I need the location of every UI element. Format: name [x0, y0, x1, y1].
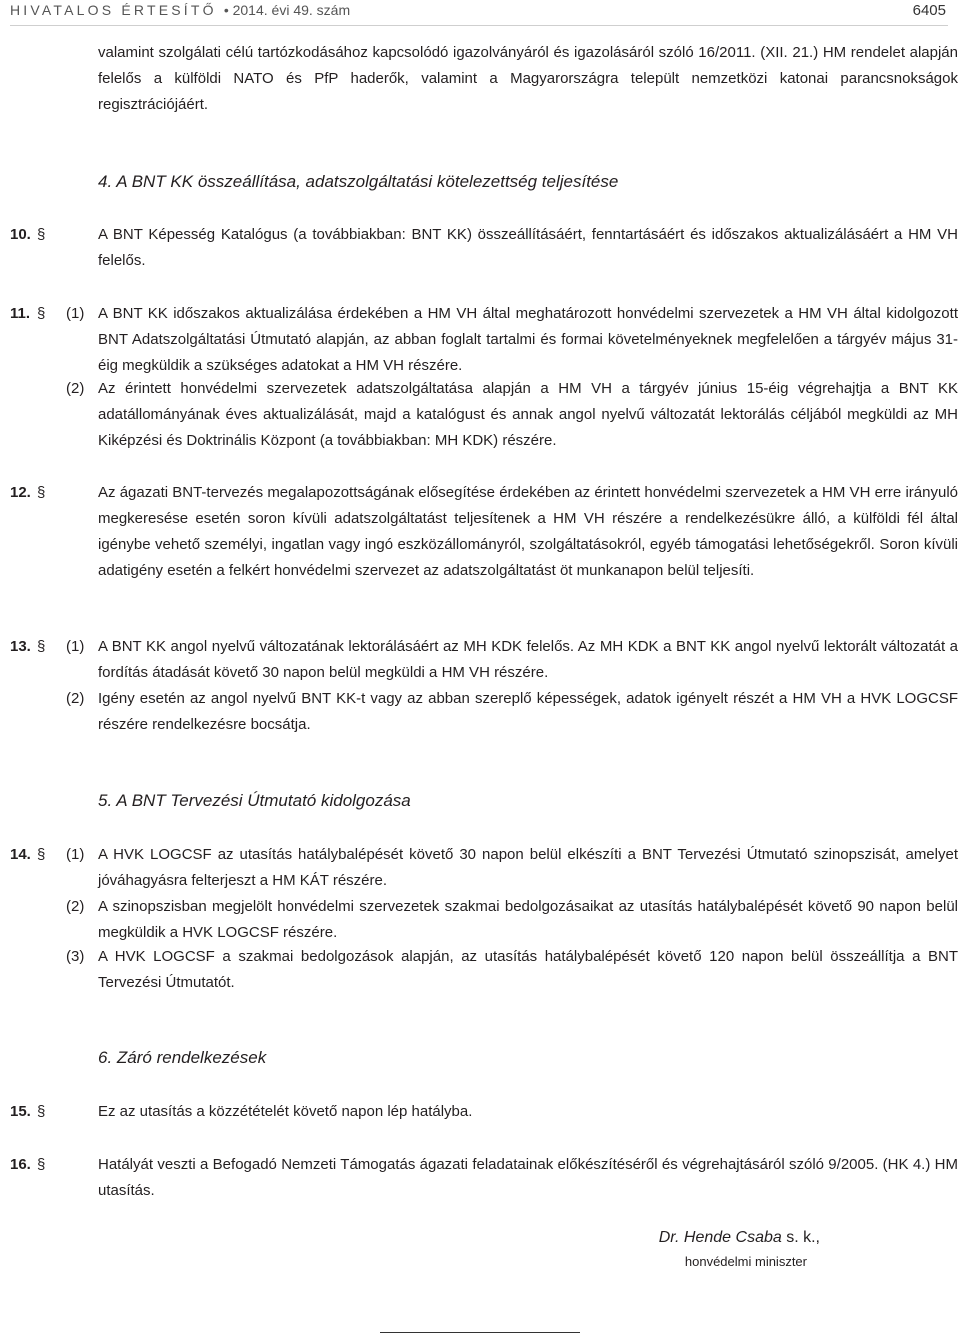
paragraph-12-text: Az ágazati BNT-tervezés megalapozottságának elősegítése érdekében az érintett honvédelmi szervezetek a HM VH erre irányuló megkeresése esetén soron kívüli adatszolgáltatást teljesítenek a HM VH részére a rendelkezésükre álló, a külföldi fél által igénybe vehető személyi, ingatlan vagy ingó eszközállományról, szolgáltatásokról, egyéb támogatási lehetőségekről. Soron kívüli adatigény esetén a felkért honvédelmi szervezet az adatszolgáltatást öt munkanapon belül teljesíti. — [98, 484, 958, 579]
subparagraph-label: (1) — [66, 638, 85, 655]
paragraph-14-3-text: A HVK LOGCSF a szakmai bedolgozások alapján, az utasítás hatálybalépését követő 120 napon belül összeállítja a BNT Tervezési Útmutatót. — [98, 948, 958, 991]
paragraph-12-number: 12. — [10, 484, 31, 501]
signature-role: honvédelmi miniszter — [684, 1254, 807, 1269]
paragraph-15-text: Ez az utasítás a közzétételét követő napon lép hatályba. — [98, 1103, 473, 1120]
section-6-heading: 6. Záró rendelkezések — [98, 1048, 267, 1067]
section-sign: § — [37, 846, 46, 863]
section-sign: § — [37, 226, 46, 243]
subparagraph-label: (3) — [66, 948, 85, 965]
section-4-heading: 4. A BNT KK összeállítása, adatszolgáltatási kötelezettség teljesítése — [98, 172, 619, 191]
section-sign: § — [37, 638, 46, 655]
paragraph-14-2-text: A szinopszisban megjelölt honvédelmi szervezetek szakmai bedolgozásaikat az utasítás hatálybalépését követő 90 napon belül megküldik a HVK LOGCSF részére. — [98, 898, 958, 941]
subparagraph-label: (1) — [66, 846, 85, 863]
subparagraph-label: (2) — [66, 380, 85, 397]
footer-rule — [380, 1332, 580, 1333]
paragraph-13-number: 13. — [10, 638, 31, 655]
paragraph-10-number: 10. — [10, 226, 31, 243]
paragraph-15-number: 15. — [10, 1103, 31, 1120]
paragraph-11-2-text: Az érintett honvédelmi szervezetek adatszolgáltatása alapján a HM VH a tárgyév június 15-éig végrehajtja a BNT KK adatállományának éves aktualizálását, majd a katalógust és annak angol nyelvű változatát lektorálás céljából megküldi az MH Kiképzési és Doktrinális Központ (a továbbiakban: MH KDK) részére. — [98, 380, 958, 449]
paragraph-14-1-text: A HVK LOGCSF az utasítás hatálybalépését követő 30 napon belül elkészíti a BNT Tervezési Útmutató szinopszisát, amelyet jóváhagyásra felterjeszt a HM KÁT részére. — [98, 846, 958, 889]
signature-name: Dr. Hende Csaba s. k., — [658, 1229, 820, 1246]
journal-title: HIVATALOS ÉRTESÍTŐ • 2014. évi 49. szám — [10, 2, 351, 18]
paragraph-10-text: A BNT Képesség Katalógus (a továbbiakban: BNT KK) összeállításáért, fenntartásáért és időszakos aktualizálásáért a HM VH felelős. — [98, 226, 958, 269]
intro-paragraph: valamint szolgálati célú tartózkodásához kapcsolódó igazolványáról és igazolásáról szóló 16/2011. (XII. 21.) HM rendelet alapján felelős a külföldi NATO és PfP haderők, valamint a Magyarországra települt nemzetközi katonai parancsnokságok regisztrációjáért. — [98, 44, 958, 113]
section-sign: § — [37, 305, 46, 322]
section-sign: § — [37, 484, 46, 501]
paragraph-16-text: Hatályát veszti a Befogadó Nemzeti Támogatás ágazati feladatainak előkészítéséről és végrehajtásáról szóló 9/2005. (HK 4.) HM utasítás. — [98, 1156, 958, 1199]
page-number: 6405 — [912, 2, 946, 19]
section-5-heading: 5. A BNT Tervezési Útmutató kidolgozása — [98, 791, 411, 810]
paragraph-13-2-text: Igény esetén az angol nyelvű BNT KK-t vagy az abban szereplő képességek, adatok igényelt részét a HM VH a HVK LOGCSF részére rendelkezésre bocsátja. — [98, 690, 958, 733]
paragraph-11-number: 11. — [10, 305, 31, 322]
page-header — [10, 0, 946, 22]
issue-label: • 2014. évi 49. szám — [223, 2, 351, 18]
header-rule — [10, 25, 948, 26]
subparagraph-label: (2) — [66, 898, 85, 915]
section-sign: § — [37, 1156, 46, 1173]
paragraph-16-number: 16. — [10, 1156, 31, 1173]
section-sign: § — [37, 1103, 46, 1120]
signature-suffix: s. k., — [781, 1229, 820, 1246]
subparagraph-label: (2) — [66, 690, 85, 707]
subparagraph-label: (1) — [66, 305, 85, 322]
paragraph-14-number: 14. — [10, 846, 31, 863]
paragraph-11-1-text: A BNT KK időszakos aktualizálása érdekében a HM VH által meghatározott honvédelmi szervezetek a HM VH által kidolgozott BNT Adatszolgáltatási Útmutató alapján, az abban foglalt tartalmi és formai követelményeknek megfelelően a tárgyév május 31-éig megküldik a szükséges adatokat a HM VH részére. — [98, 305, 958, 374]
paragraph-13-1-text: A BNT KK angol nyelvű változatának lektorálásáért az MH KDK felelős. Az MH KDK a BNT KK angol nyelvű lektorált változatát a fordítás átadását követő 30 napon belül megküldi a HM VH részére. — [98, 638, 958, 681]
